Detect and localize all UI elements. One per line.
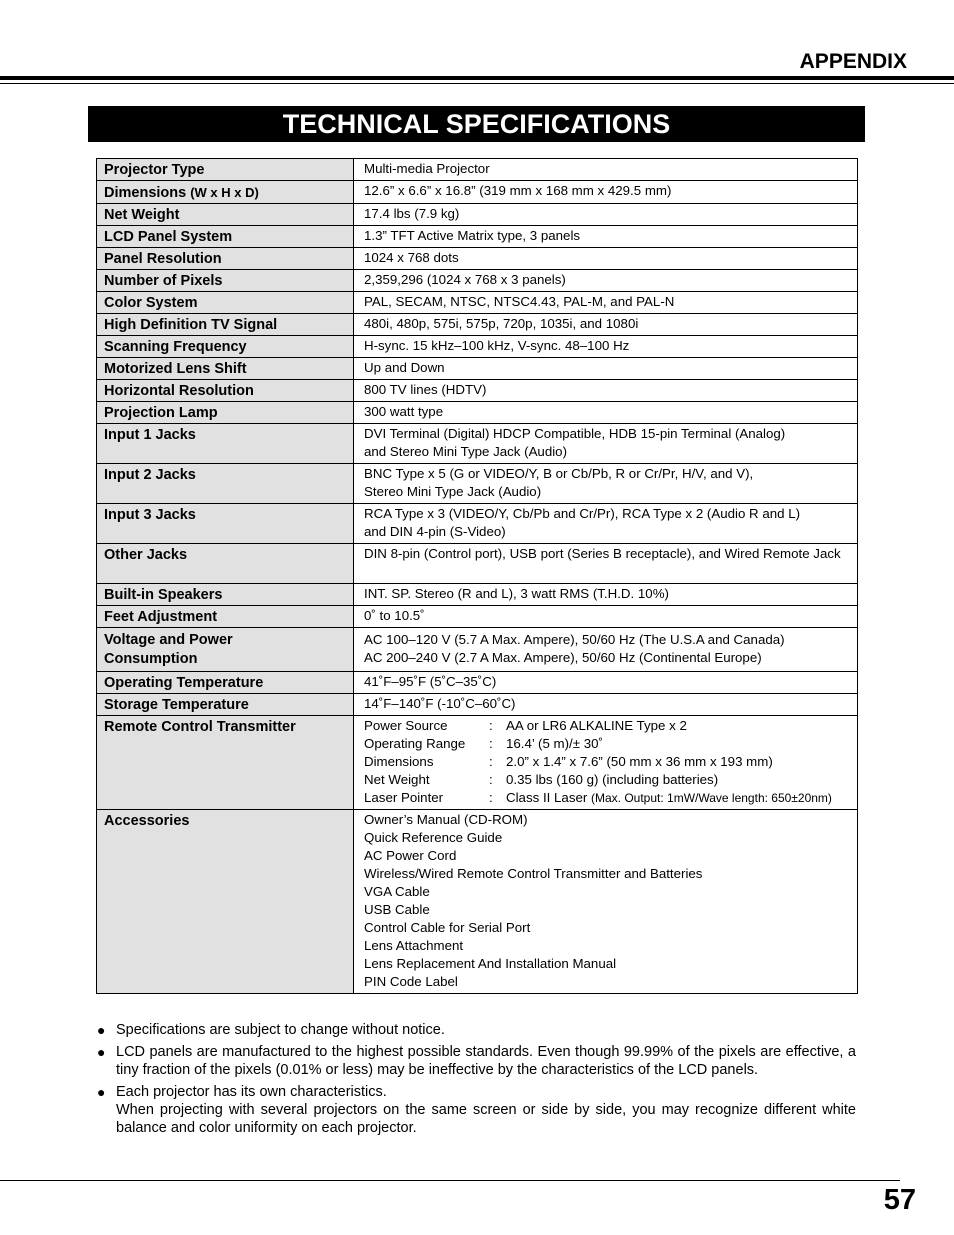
spec-label: Projection Lamp — [97, 402, 354, 424]
spec-value — [354, 424, 858, 464]
remote-spec-key: Net Weight — [364, 772, 430, 787]
spec-label-suffix: (W x H x D) — [190, 185, 259, 200]
spec-label — [97, 628, 354, 672]
spec-value-line: AC 100–120 V (5.7 A Max. Ampere), 50/60 Hz (The U.S.A and Canada) — [364, 632, 785, 647]
spec-value: INT. SP. Stereo (R and L), 3 watt RMS (T.H.D. 10%) — [354, 584, 858, 606]
remote-spec-key: Laser Pointer — [364, 790, 444, 805]
accessory-item: PIN Code Label — [364, 974, 458, 989]
spec-value: 1024 x 768 dots — [354, 248, 858, 270]
spec-label: Horizontal Resolution — [97, 380, 354, 402]
spec-value — [354, 716, 858, 810]
spec-label: Built-in Speakers — [97, 584, 354, 606]
spec-label: Other Jacks — [97, 544, 354, 584]
header-rule — [0, 76, 954, 80]
accessory-item: Lens Attachment — [364, 938, 464, 953]
spec-value-line: and Stereo Mini Type Jack (Audio) — [364, 444, 568, 459]
spec-label: Feet Adjustment — [97, 606, 354, 628]
spec-label: Remote Control Transmitter — [97, 716, 354, 810]
notes-list — [97, 1021, 856, 1141]
accessory-item: VGA Cable — [364, 884, 430, 899]
remote-spec-separator: : — [489, 754, 493, 769]
remote-spec-value: 16.4’ (5 m)/± 30˚ — [506, 736, 603, 751]
note-text: Specifications are subject to change without notice. — [116, 1022, 445, 1038]
spec-label: Input 1 Jacks — [97, 424, 354, 464]
note-text — [116, 1083, 856, 1137]
spec-value: 1.3” TFT Active Matrix type, 3 panels — [354, 226, 858, 248]
accessory-item: Control Cable for Serial Port — [364, 920, 531, 935]
page-number: 57 — [883, 1184, 916, 1216]
table-row — [97, 380, 858, 402]
table-row — [97, 544, 858, 584]
table-row — [97, 248, 858, 270]
spec-value-line: RCA Type x 3 (VIDEO/Y, Cb/Pb and Cr/Pr), RCA Type x 2 (Audio R and L) — [364, 506, 801, 521]
note-item — [97, 1043, 856, 1079]
spec-value: 480i, 480p, 575i, 575p, 720p, 1035i, and 1080i — [354, 314, 858, 336]
remote-spec-separator: : — [489, 772, 493, 787]
spec-value-line: and DIN 4-pin (S-Video) — [364, 524, 506, 539]
bullet-icon: ● — [97, 1044, 106, 1060]
accessory-item: Quick Reference Guide — [364, 830, 503, 845]
spec-value: Up and Down — [354, 358, 858, 380]
accessory-item: AC Power Cord — [364, 848, 457, 863]
note-line: When projecting with several projectors on the same screen or side by side, you may recognize different white balance and color uniformity on each projector. — [116, 1102, 856, 1136]
bullet-icon: ● — [97, 1084, 106, 1100]
spec-label: Panel Resolution — [97, 248, 354, 270]
spec-label: Accessories — [97, 810, 354, 994]
table-row — [97, 292, 858, 314]
spec-label: High Definition TV Signal — [97, 314, 354, 336]
table-row — [97, 584, 858, 606]
table-row — [97, 204, 858, 226]
remote-spec-row — [364, 771, 853, 789]
remote-spec-separator: : — [489, 718, 493, 733]
table-row — [97, 358, 858, 380]
note-item — [97, 1083, 856, 1137]
spec-label: Projector Type — [97, 159, 354, 181]
spec-value: 17.4 lbs (7.9 kg) — [354, 204, 858, 226]
table-row — [97, 606, 858, 628]
spec-value-line: BNC Type x 5 (G or VIDEO/Y, B or Cb/Pb, R or Cr/Pr, H/V, and V), — [364, 466, 754, 481]
table-row — [97, 694, 858, 716]
remote-spec-row — [364, 735, 853, 753]
spec-value — [354, 628, 858, 672]
table-row — [97, 424, 858, 464]
spec-value — [354, 464, 858, 504]
spec-label: LCD Panel System — [97, 226, 354, 248]
spec-label-line: Voltage and Power — [104, 632, 233, 648]
spec-value-line: DIN 8-pin (Control port), USB port (Series B receptacle), and Wired Remote Jack — [364, 546, 841, 561]
spec-label: Input 2 Jacks — [97, 464, 354, 504]
section-label: APPENDIX — [799, 50, 907, 73]
spec-label-text: Dimensions — [104, 185, 187, 201]
remote-spec-value: Class II Laser — [506, 790, 588, 805]
spec-label: Motorized Lens Shift — [97, 358, 354, 380]
remote-spec-row — [364, 717, 853, 735]
table-row — [97, 336, 858, 358]
page-title: TECHNICAL SPECIFICATIONS — [88, 106, 865, 142]
table-row — [97, 464, 858, 504]
remote-spec-value: 2.0” x 1.4” x 7.6” (50 mm x 36 mm x 193 mm) — [506, 754, 773, 769]
remote-spec-value: AA or LR6 ALKALINE Type x 2 — [506, 718, 687, 733]
footer-rule — [0, 1180, 900, 1181]
spec-value: Multi-media Projector — [354, 159, 858, 181]
spec-value — [354, 504, 858, 544]
table-row — [97, 672, 858, 694]
spec-value — [354, 544, 858, 584]
remote-spec-note: (Max. Output: 1mW/Wave length: 650±20nm) — [591, 791, 832, 805]
spec-value: 12.6” x 6.6” x 16.8” (319 mm x 168 mm x 429.5 mm) — [354, 181, 858, 204]
spec-value-line: DVI Terminal (Digital) HDCP Compatible, HDB 15-pin Terminal (Analog) — [364, 426, 786, 441]
table-row — [97, 504, 858, 544]
accessory-item: USB Cable — [364, 902, 430, 917]
spec-value: H-sync. 15 kHz–100 kHz, V-sync. 48–100 Hz — [354, 336, 858, 358]
spec-label: Number of Pixels — [97, 270, 354, 292]
spec-value: 2,359,296 (1024 x 768 x 3 panels) — [354, 270, 858, 292]
header-rule-thin — [0, 83, 954, 84]
remote-spec-value: 0.35 lbs (160 g) (including batteries) — [506, 772, 719, 787]
table-row — [97, 270, 858, 292]
accessory-item: Owner’s Manual (CD-ROM) — [364, 812, 528, 827]
table-row — [97, 226, 858, 248]
remote-spec-key: Power Source — [364, 718, 448, 733]
spec-label: Storage Temperature — [97, 694, 354, 716]
table-row — [97, 628, 858, 672]
spec-table — [96, 158, 858, 994]
spec-label — [97, 181, 354, 204]
spec-value-line: Stereo Mini Type Jack (Audio) — [364, 484, 542, 499]
table-row — [97, 810, 858, 994]
table-row — [97, 716, 858, 810]
note-text: LCD panels are manufactured to the highest possible standards. Even though 99.99% of the pixels are effective, a tiny fraction of the pixels (0.01% or less) may be ineffective by the characteristics of the LCD panels. — [116, 1044, 856, 1078]
spec-label: Scanning Frequency — [97, 336, 354, 358]
accessory-item: Wireless/Wired Remote Control Transmitter and Batteries — [364, 866, 703, 881]
remote-spec-row — [364, 753, 853, 771]
table-row — [97, 181, 858, 204]
spec-label: Color System — [97, 292, 354, 314]
spec-value: 300 watt type — [354, 402, 858, 424]
remote-spec-row — [364, 789, 853, 807]
spec-value: 14˚F–140˚F (-10˚C–60˚C) — [354, 694, 858, 716]
spec-value: 41˚F–95˚F (5˚C–35˚C) — [354, 672, 858, 694]
table-row — [97, 159, 858, 181]
spec-label: Net Weight — [97, 204, 354, 226]
remote-spec-key: Operating Range — [364, 736, 466, 751]
note-item — [97, 1021, 856, 1039]
table-row — [97, 402, 858, 424]
table-row — [97, 314, 858, 336]
spec-value — [354, 810, 858, 994]
spec-label: Operating Temperature — [97, 672, 354, 694]
remote-spec-separator: : — [489, 790, 493, 805]
remote-spec-key: Dimensions — [364, 754, 434, 769]
spec-value: 0˚ to 10.5˚ — [354, 606, 858, 628]
spec-value-line: AC 200–240 V (2.7 A Max. Ampere), 50/60 Hz (Continental Europe) — [364, 650, 762, 665]
spec-label-line: Consumption — [104, 651, 198, 667]
spec-value: 800 TV lines (HDTV) — [354, 380, 858, 402]
remote-spec-separator: : — [489, 736, 493, 751]
spec-label: Input 3 Jacks — [97, 504, 354, 544]
spec-value: PAL, SECAM, NTSC, NTSC4.43, PAL-M, and PAL-N — [354, 292, 858, 314]
accessory-item: Lens Replacement And Installation Manual — [364, 956, 617, 971]
note-line: Each projector has its own characteristics. — [116, 1084, 387, 1100]
bullet-icon: ● — [97, 1022, 106, 1038]
